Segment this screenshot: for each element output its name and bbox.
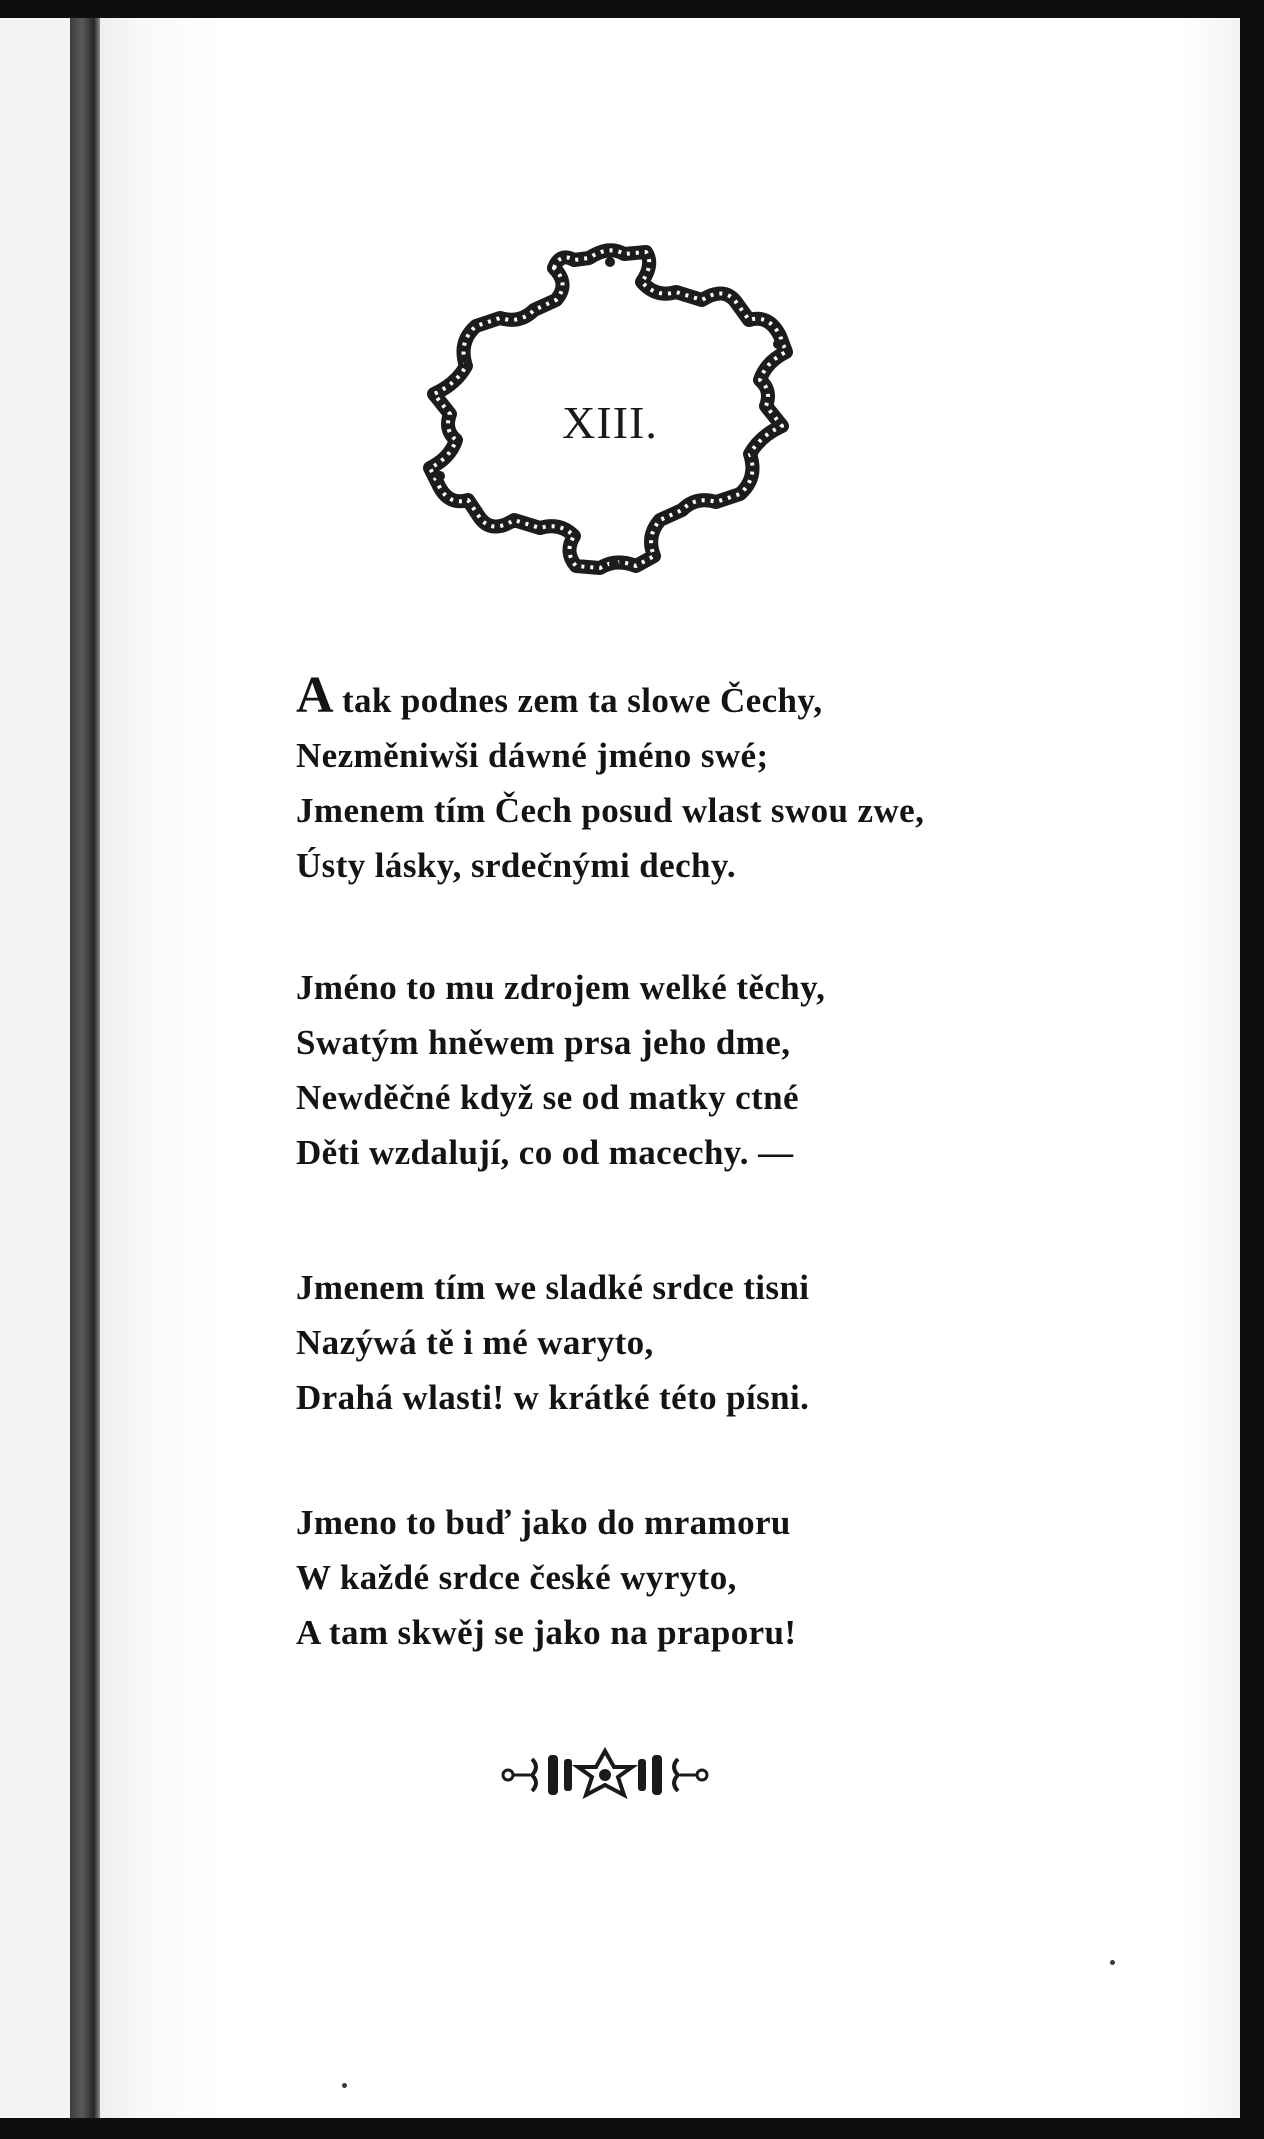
verse-line: W každé srdce české wyryto, <box>296 1558 737 1597</box>
verse-line: Jméno to mu zdrojem welké těchy, <box>296 968 826 1007</box>
stanza-3 <box>296 1260 809 1425</box>
verse-line: Jmenem tím Čech posud wlast swou zwe, <box>296 791 925 830</box>
scan-top-border <box>0 0 1264 18</box>
verse-line: Nazýwá tě i mé waryto, <box>296 1323 654 1362</box>
verse-line: Newděčné když se od matky ctné <box>296 1078 799 1117</box>
stanza-2 <box>296 960 825 1180</box>
paper-speck <box>1110 1960 1115 1965</box>
scan-bottom-border <box>0 2118 1264 2139</box>
verse-line: A tam skwěj se jako na praporu! <box>296 1613 797 1652</box>
verse-line: Nezměniwši dáwné jméno swé; <box>296 736 769 775</box>
verse-line: Jmenem tím we sladké srdce tisni <box>296 1268 810 1307</box>
verse-line-text: tak podnes zem ta slowe Čechy, <box>341 681 823 720</box>
stanza-4 <box>296 1495 796 1660</box>
verse-line: Děti wzdalují, co od macechy. — <box>296 1133 794 1172</box>
verse-line: Jmeno to buď jako do mramoru <box>296 1503 791 1542</box>
facing-page-edge <box>0 18 70 2118</box>
verse-line: Swatým hněwem prsa jeho dme, <box>296 1023 791 1062</box>
tailpiece-ornament <box>500 1745 710 1805</box>
stanza-1 <box>296 667 925 893</box>
paper-speck <box>342 2083 347 2088</box>
book-gutter <box>70 18 100 2118</box>
verse-line: Ústy lásky, srdečnými dechy. <box>296 846 736 885</box>
verse-line <box>296 667 924 728</box>
scan-right-border <box>1240 0 1264 2139</box>
verse-line: Drahá wlasti! w krátké této písni. <box>296 1378 810 1417</box>
chapter-number: XIII. <box>562 397 658 448</box>
drop-initial: A <box>296 667 334 724</box>
